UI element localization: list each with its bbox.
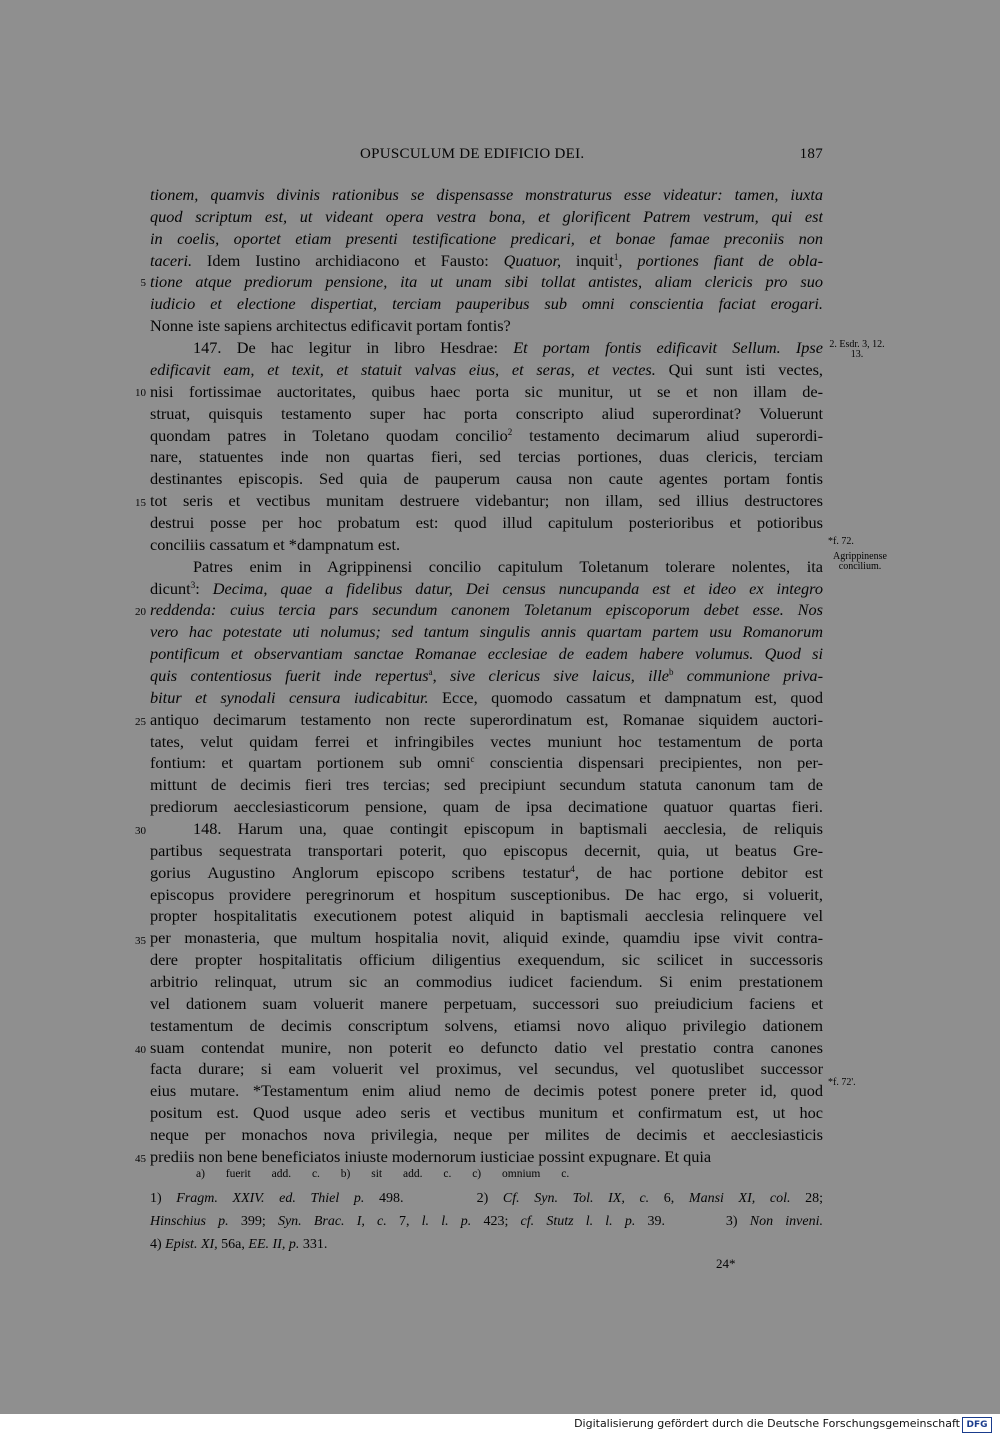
text-line: prediis non bene beneficiatos iniuste modernorum iusticiae possint expugnare. Et quia bbox=[150, 1146, 712, 1166]
text-line: vero hac potestate uti nolumus; sed tantum singulis annis quartam partem usu Romanorum bbox=[150, 622, 823, 642]
line-number: 40 bbox=[135, 1044, 146, 1056]
text-line: 148. Harum una, quae contingit episcopum in baptismali aecclesia, de reliquis bbox=[193, 818, 823, 838]
line-number: 20 bbox=[135, 606, 146, 618]
page-header bbox=[150, 146, 823, 166]
margin-note-agrippinense: Agrippinense concilium. bbox=[833, 551, 887, 572]
text-line: positum est. Quod usque adeo seris et vectibus munitum et confirmatum est, ut hoc bbox=[150, 1103, 823, 1123]
dfg-footer-bar bbox=[0, 1414, 1000, 1434]
text-line: struat, quisquis testamento super hac porta conscripto aliud superordinat? Voluerunt bbox=[150, 403, 823, 423]
text-line: tione atque prediorum pensione, ita ut unam sibi tollat antistes, aliam clericis pro suo bbox=[150, 272, 823, 292]
text-line: destinantes episcopis. Sed quia de pauperum causa non caute agentes portam fontis bbox=[150, 469, 823, 489]
text-line: Nonne iste sapiens architectus edificavit portam fontis? bbox=[150, 316, 511, 336]
text-line: quis contentiosus fuerit inde repertus$^a$, sive clericus sive laicus, ille$^b$ communione priva- bbox=[150, 665, 823, 685]
text-line: fontium: et quartam portionem sub omni$^c$ conscientia dispensari precipientes, non per- bbox=[150, 753, 823, 773]
text-line: edificavit eam, et texit, et statuit valvas eius, et seras, et vectes. Qui sunt isti vectes, bbox=[150, 359, 823, 379]
page-number: 187 bbox=[799, 146, 823, 162]
text-line: per monasteria, que multum hospitalia novit, aliquid exinde, quamdiu ipse vivit contra- bbox=[150, 928, 823, 948]
text-line: iudicio et electione dispertiat, terciam pauperibus sub omni conscientia faciat erogari. bbox=[150, 294, 823, 314]
margin-note-esdr: 2. Esdr. 3, 12. 13. bbox=[829, 339, 885, 360]
text-line: quondam patres in Toletano quodam concilio$^2$ testamento decimarum aliud superordi- bbox=[150, 425, 823, 445]
line-number: 25 bbox=[135, 716, 146, 728]
text-line: mittunt de decimis fieri tres tercias; sed precipiunt secundum statuta canonum tam de bbox=[150, 775, 823, 795]
text-line: episcopus providere peregrinorum et hospitum susceptionibus. De hac ergo, si voluerit, bbox=[150, 884, 823, 904]
text-line: partibus sequestrata transportari poterit, quo episcopus decernit, quia, ut beatus Gre- bbox=[150, 840, 823, 860]
text-line: quod scriptum est, ut videant opera vestra bona, et glorificent Patrem vestrum, qui est bbox=[150, 206, 823, 226]
footnote-line: 4) Epist. XI, 56a, EE. II, p. 331. bbox=[150, 1237, 328, 1252]
footnote-line: Hinschius p. 399; Syn. Brac. I, c. 7, l. l. p. 423; cf. Stutz l. l. p. 39. 3) Non inveni. bbox=[150, 1214, 824, 1229]
line-number: 35 bbox=[135, 935, 146, 947]
text-line: gorius Augustino Anglorum episcopo scribens testatur$^4$, de hac portione debitor est bbox=[150, 862, 823, 882]
line-number: 45 bbox=[135, 1153, 146, 1165]
text-line: bitur et synodali censura iudicabitur. Ecce, quomodo cassatum et dampnatum est, quod bbox=[150, 687, 823, 707]
text-line: suam contendat munire, non poterit eo defuncto datio vel prestatio contra canones bbox=[150, 1037, 823, 1057]
text-line: nisi fortissimae auctoritates, quibus haec porta sic munitur, ut se et non illam de- bbox=[150, 381, 823, 401]
text-line: testamentum de decimis conscriptum solvens, etiamsi novo aliquo privilegio dationem bbox=[150, 1015, 823, 1035]
text-line: facta durare; si eam voluerit vel proximus, vel secundus, vel quotuslibet successor bbox=[150, 1059, 823, 1079]
dfg-notice: Digitalisierung gefördert durch die Deutsche Forschungsgemeinschaft bbox=[574, 1417, 960, 1430]
text-line: arbitrio relinquat, utrum sic an commodius iudicet faciendum. Si enim prestationem bbox=[150, 972, 823, 991]
running-title: OPUSCULUM DE EDIFICIO DEI. bbox=[360, 146, 585, 162]
text-line: dere propter hospitalitatis officium diligentius exequendum, sic scilicet in successoris bbox=[150, 950, 823, 970]
text-line: tates, velut quidam ferrei et infringibiles vectes muniunt hoc testamentum de porta bbox=[150, 731, 823, 751]
text-line: tot seris et vectibus munitam destruere videbantur; non illam, sed illius destructores bbox=[150, 491, 823, 510]
text-line: Patres enim in Agrippinensi concilio capitulum Toletanum tolerare nolentes, ita bbox=[193, 556, 823, 576]
text-line: destrui posse per hoc probatum est: quod illud capitulum posterioribus et potioribus bbox=[150, 512, 823, 532]
text-line: dicunt$^3$: Decima, quae a fidelibus datur, Dei census nuncupanda est et ideo ex integro bbox=[150, 578, 823, 598]
line-number: 30 bbox=[135, 825, 146, 837]
text-line: in coelis, oportet etiam presenti testificatione predicari, et bonae famae preconiis non bbox=[150, 228, 823, 248]
text-line: taceri. Idem Iustino archidiacono et Fausto: Quatuor, inquit$^1$, portiones fiant de obla- bbox=[150, 250, 823, 270]
text-line: nare, statuentes inde non quartas fieri, sed tercias portiones, duas clericis, terciam bbox=[150, 447, 823, 467]
line-number: 15 bbox=[135, 497, 146, 509]
critical-apparatus: a) fuerit add. c. b) sit add. c. c) omnium c. bbox=[196, 1168, 570, 1180]
text-line: pontificum et observantiam sanctae Romanae ecclesiae de eadem habere volumus. Quod si bbox=[150, 644, 823, 664]
text-line: propter hospitalitatis executionem potest aliquid in baptismali aecclesia relinquere vel bbox=[150, 906, 823, 926]
line-number: 5 bbox=[140, 277, 146, 289]
text-line: reddenda: cuius tercia pars secundum canonem Toletanum episcoporum debet esse. Nos bbox=[150, 600, 823, 620]
text-line: neque per monachos nova privilegia, neque per milites de decimis et aecclesiasticis bbox=[150, 1125, 823, 1144]
text-line: 147. De hac legitur in libro Hesdrae: Et portam fontis edificavit Sellum. Ipse bbox=[193, 338, 823, 357]
margin-note-folio-72v: *f. 72'. bbox=[828, 1077, 856, 1088]
text-line: tionem, quamvis divinis rationibus se dispensasse monstraturus esse videatur: tamen, iuxta bbox=[150, 185, 823, 204]
signature-mark: 24* bbox=[716, 1256, 736, 1271]
line-number: 10 bbox=[135, 387, 146, 399]
text-line: conciliis cassatum et *dampnatum est. bbox=[150, 534, 401, 554]
text-line: eius mutare. *Testamentum enim aliud nemo de decimis potest ponere preter id, quod bbox=[150, 1081, 823, 1101]
text-line: vel dationem suam voluerit manere perpetuam, successori suo preiudicium faciens et bbox=[150, 993, 823, 1013]
footnote-line: 1) Fragm. XXIV. ed. Thiel p. 498. 2) Cf. Syn. Tol. IX, c. 6, Mansi XI, col. 28; bbox=[150, 1191, 823, 1206]
dfg-logo: DFG bbox=[962, 1417, 992, 1433]
margin-note-folio-72: *f. 72. bbox=[828, 536, 854, 547]
text-line: antiquo decimarum testamento non recte superordinatum est, Romanae siquidem auctori- bbox=[150, 709, 823, 729]
text-line: prediorum aecclesiasticorum pensione, quam de ipsa decimatione quatuor quartas fieri. bbox=[150, 797, 823, 817]
